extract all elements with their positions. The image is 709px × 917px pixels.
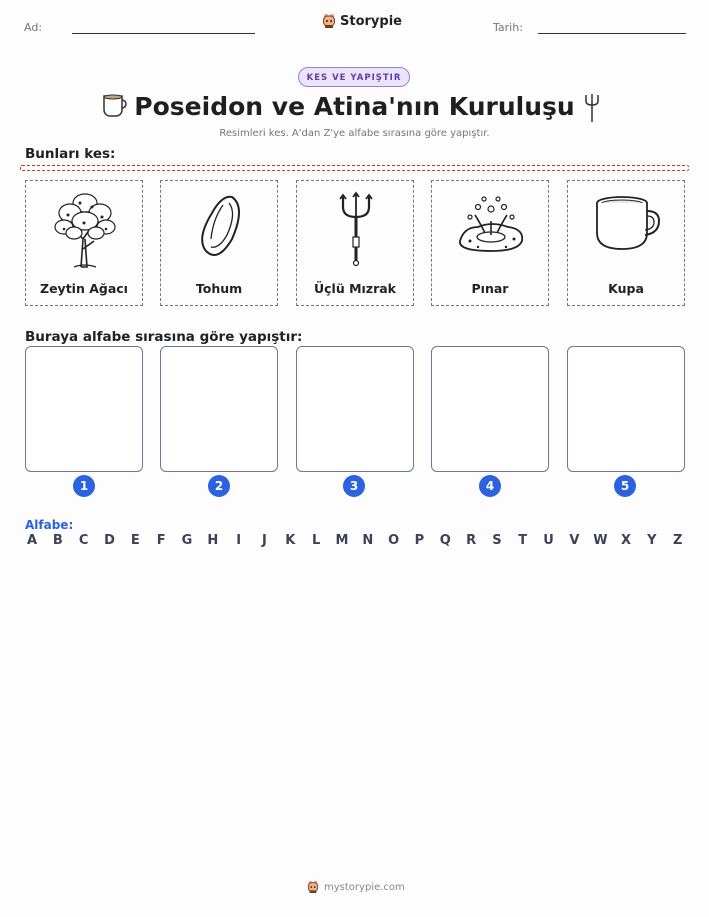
alphabet-letter: F [156,533,166,548]
cut-card-spring[interactable] [431,180,549,306]
cut-card-seed[interactable] [160,180,278,306]
brand-logo [322,13,402,29]
name-label: Ad: [24,21,43,34]
alphabet-letter: V [569,533,580,548]
alphabet-letter: K [285,533,296,548]
alphabet-letter: H [207,533,219,548]
number-badge: 3 [343,475,365,497]
footer [307,880,405,894]
number-badge: 2 [208,475,230,497]
paste-box-2[interactable] [160,346,278,472]
cup-icon [592,189,662,269]
cut-card-trident[interactable] [296,180,414,306]
card-label: Üçlü Mızrak [313,281,396,296]
alphabet-letter: O [388,533,400,548]
paste-box-3[interactable] [296,346,414,472]
date-label: Tarih: [493,21,523,34]
alphabet-letter: T [518,533,528,548]
cut-heading: Bunları kes: [25,146,116,162]
alphabet-letter: P [414,533,425,548]
alphabet-letter: Q [439,533,451,548]
seed-icon [185,189,255,269]
alphabet-letter: C [78,533,89,548]
alphabet-letter: W [593,533,608,548]
alphabet-letter: Z [672,533,683,548]
card-label: Pınar [471,281,509,296]
paste-box-5[interactable] [567,346,685,472]
alphabet-letter: J [262,533,267,548]
alphabet-letter: A [26,533,38,548]
alphabet-letter: Y [647,533,657,548]
olive-tree-icon [50,189,120,269]
card-label: Kupa [608,281,644,296]
alphabet-letter: G [181,533,193,548]
alphabet-label: Alfabe: [25,518,74,532]
number-badge: 4 [479,475,501,497]
activity-badge: KES VE YAPIŞTIR [298,67,410,87]
alphabet-letter: M [335,533,349,548]
cut-line [20,165,689,171]
number-badge: 1 [73,475,95,497]
footer-url[interactable]: mystorypie.com [324,881,405,893]
date-line [538,33,686,34]
card-label: Tohum [195,281,243,296]
cut-card-olive-tree[interactable] [25,180,143,306]
trident-icon [321,189,391,269]
page-title: Poseidon ve Atina'nın Kuruluşu [134,92,575,121]
paste-heading: Buraya alfabe sırasına göre yapıştır: [25,329,303,345]
instructions: Resimleri kes. A'dan Z'ye alfabe sırasına göre yapıştır. [219,128,490,139]
alphabet-letter: N [362,533,374,548]
cut-card-cup[interactable] [567,180,685,306]
card-label: Zeytin Ağacı [40,281,128,296]
alphabet-row [25,533,685,548]
alphabet-letter: B [52,533,63,548]
alphabet-letter: E [130,533,140,548]
number-badge: 5 [614,475,636,497]
alphabet-letter: L [311,533,321,548]
alphabet-letter: X [621,533,632,548]
paste-box-1[interactable] [25,346,143,472]
storypie-mascot-icon [322,13,336,29]
alphabet-letter: D [104,533,115,548]
paste-box-4[interactable] [431,346,549,472]
alphabet-letter: U [543,533,554,548]
name-line [72,33,255,34]
brand-name: Storypie [340,13,402,29]
spring-icon [456,189,526,269]
alphabet-letter: I [236,533,242,548]
alphabet-letter: R [466,533,477,548]
storypie-mascot-icon [307,880,319,894]
alphabet-letter: S [492,533,502,548]
trident-icon [582,92,602,124]
